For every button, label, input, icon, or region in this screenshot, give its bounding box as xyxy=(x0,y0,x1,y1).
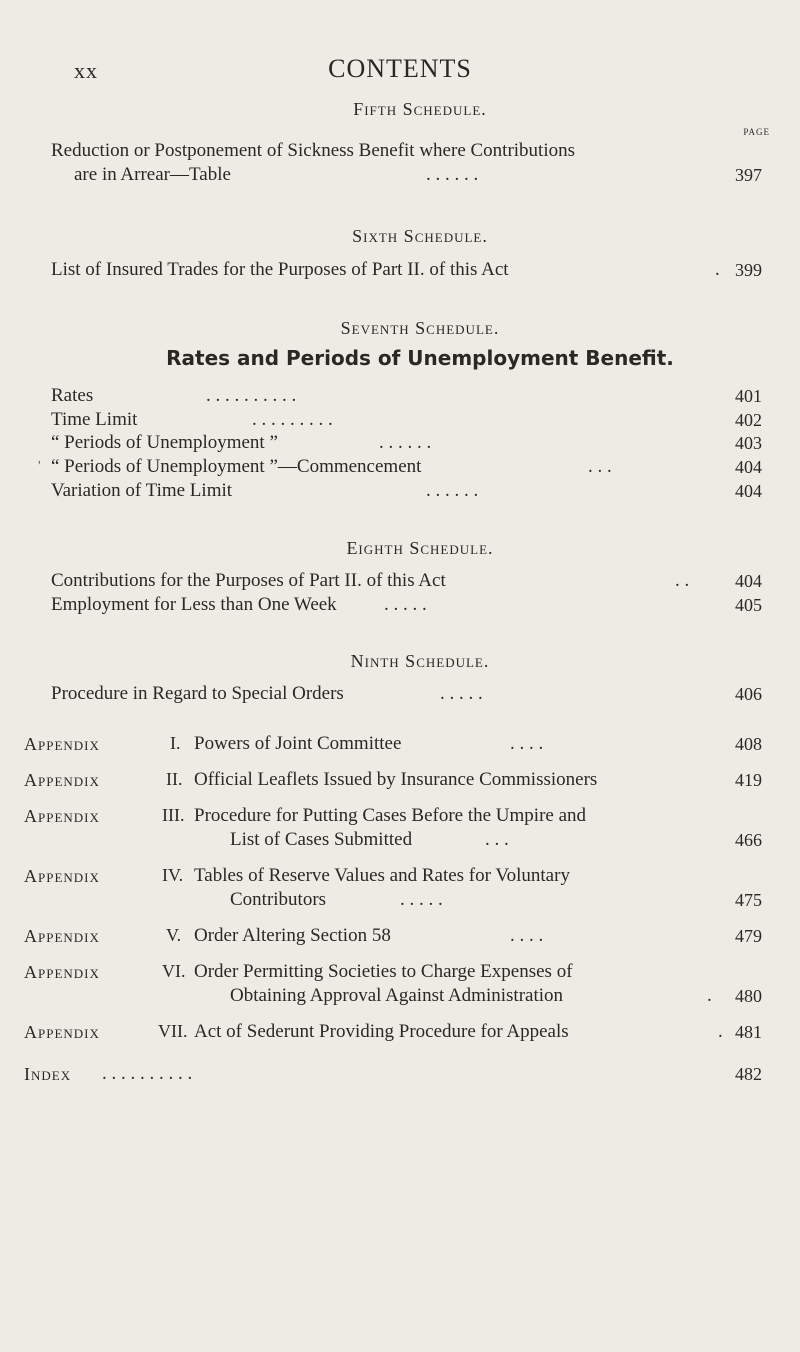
page-number: xx xyxy=(74,58,98,83)
appendix-title-cont: Obtaining Approval Against Administration xyxy=(230,985,564,1006)
ninth-schedule-heading: Ninth Schedule. xyxy=(350,651,490,671)
appendix-title: Official Leaflets Issued by Insurance Commissioners xyxy=(194,769,598,790)
seventh-item-rates: Rates xyxy=(51,385,94,406)
appendix-page: 419 xyxy=(735,770,762,790)
seventh-item-leader: . . . xyxy=(588,456,612,477)
appendix-leader: . . . . . xyxy=(400,889,443,910)
seventh-item-leader: . . . . . . xyxy=(426,480,479,501)
appendix-title: Order Permitting Societies to Charge Expenses of xyxy=(194,961,573,982)
sixth-entry: List of Insured Trades for the Purposes of Part II. of this Act xyxy=(51,259,509,280)
seventh-item-page: 402 xyxy=(735,410,762,430)
sixth-schedule-heading: Sixth Schedule. xyxy=(352,226,488,246)
seventh-item-periods: “ Periods of Unemployment ” xyxy=(51,432,278,453)
appendix-leader: . . . . xyxy=(510,733,544,754)
seventh-item-page: 404 xyxy=(735,457,762,477)
seventh-item-commencement: “ Periods of Unemployment ”—Commencement xyxy=(51,456,422,477)
seventh-item-page: 401 xyxy=(735,386,762,406)
ninth-item-leader: . . . . . xyxy=(440,683,483,704)
appendix-page: 408 xyxy=(735,734,762,754)
appendix-numeral: III. xyxy=(162,805,185,825)
seventh-item-leader: . . . . . . . . . . xyxy=(206,385,297,406)
index-leader: . . . . . . . . . . xyxy=(102,1063,193,1084)
ninth-item-page: 406 xyxy=(735,684,762,704)
index-page: 482 xyxy=(735,1064,762,1084)
eighth-item-leader: . . xyxy=(675,570,690,591)
eighth-item-page: 405 xyxy=(735,595,762,615)
sixth-entry-page: 399 xyxy=(735,260,762,280)
appendix-page: 480 xyxy=(735,986,762,1006)
appendix-numeral: VI. xyxy=(162,961,186,981)
page-title: CONTENTS xyxy=(328,54,472,83)
eighth-item-employment: Employment for Less than One Week xyxy=(51,594,337,615)
eighth-item-page: 404 xyxy=(735,571,762,591)
appendix-label: Appendix xyxy=(24,962,100,982)
eighth-schedule-heading: Eighth Schedule. xyxy=(346,538,494,558)
eighth-item-contributions: Contributions for the Purposes of Part II. of this Act xyxy=(51,570,446,591)
appendix-title: Powers of Joint Committee xyxy=(194,733,402,754)
appendix-title: Procedure for Putting Cases Before the Umpire and xyxy=(194,805,587,826)
fifth-entry-line2: are in Arrear—Table xyxy=(74,164,231,185)
seventh-schedule-subheading: Rates and Periods of Unemployment Benefit. xyxy=(166,346,674,370)
sixth-entry-leader: . xyxy=(715,259,720,280)
fifth-entry-page: 397 xyxy=(735,165,762,185)
appendix-leader: . . . . xyxy=(510,925,544,946)
margin-mark: ' xyxy=(38,459,41,474)
ninth-item-procedure: Procedure in Regard to Special Orders xyxy=(51,683,344,704)
seventh-item-variation: Variation of Time Limit xyxy=(51,480,233,501)
appendix-leader: . . . xyxy=(485,829,509,850)
appendix-numeral: VII. xyxy=(158,1021,188,1041)
appendix-leader: . xyxy=(707,985,712,1006)
appendix-title-cont: Contributors xyxy=(230,889,327,910)
appendix-page: 466 xyxy=(735,830,762,850)
appendix-label: Appendix xyxy=(24,1022,100,1042)
appendix-title-cont: List of Cases Submitted xyxy=(230,829,413,850)
seventh-item-page: 403 xyxy=(735,433,762,453)
index-label: Index xyxy=(24,1064,72,1084)
appendix-numeral: II. xyxy=(166,769,183,789)
appendix-label: Appendix xyxy=(24,806,100,826)
appendix-numeral: IV. xyxy=(162,865,184,885)
appendix-label: Appendix xyxy=(24,926,100,946)
appendix-leader: . xyxy=(718,1021,723,1042)
appendix-label: Appendix xyxy=(24,770,100,790)
appendix-label: Appendix xyxy=(24,866,100,886)
seventh-item-leader: . . . . . . xyxy=(379,432,432,453)
appendix-title: Tables of Reserve Values and Rates for Voluntary xyxy=(194,865,570,886)
seventh-item-page: 404 xyxy=(735,481,762,501)
seventh-item-leader: . . . . . . . . . xyxy=(252,409,333,430)
fifth-entry-leader: . . . . . . xyxy=(426,164,479,185)
appendix-title: Order Altering Section 58 xyxy=(194,925,391,946)
appendix-page: 481 xyxy=(735,1022,762,1042)
fifth-schedule-heading: Fifth Schedule. xyxy=(353,99,487,119)
appendix-numeral: I. xyxy=(170,733,181,753)
eighth-item-leader: . . . . . xyxy=(384,594,427,615)
appendix-label: Appendix xyxy=(24,734,100,754)
seventh-schedule-heading: Seventh Schedule. xyxy=(340,318,500,338)
appendix-title: Act of Sederunt Providing Procedure for Appeals xyxy=(194,1021,569,1042)
appendix-page: 479 xyxy=(735,926,762,946)
appendix-numeral: V. xyxy=(166,925,182,945)
fifth-entry-line1: Reduction or Postponement of Sickness Benefit where Contributions xyxy=(51,140,576,161)
seventh-item-time-limit: Time Limit xyxy=(51,409,138,430)
appendix-page: 475 xyxy=(735,890,762,910)
page-column-label: PAGE xyxy=(743,127,770,137)
